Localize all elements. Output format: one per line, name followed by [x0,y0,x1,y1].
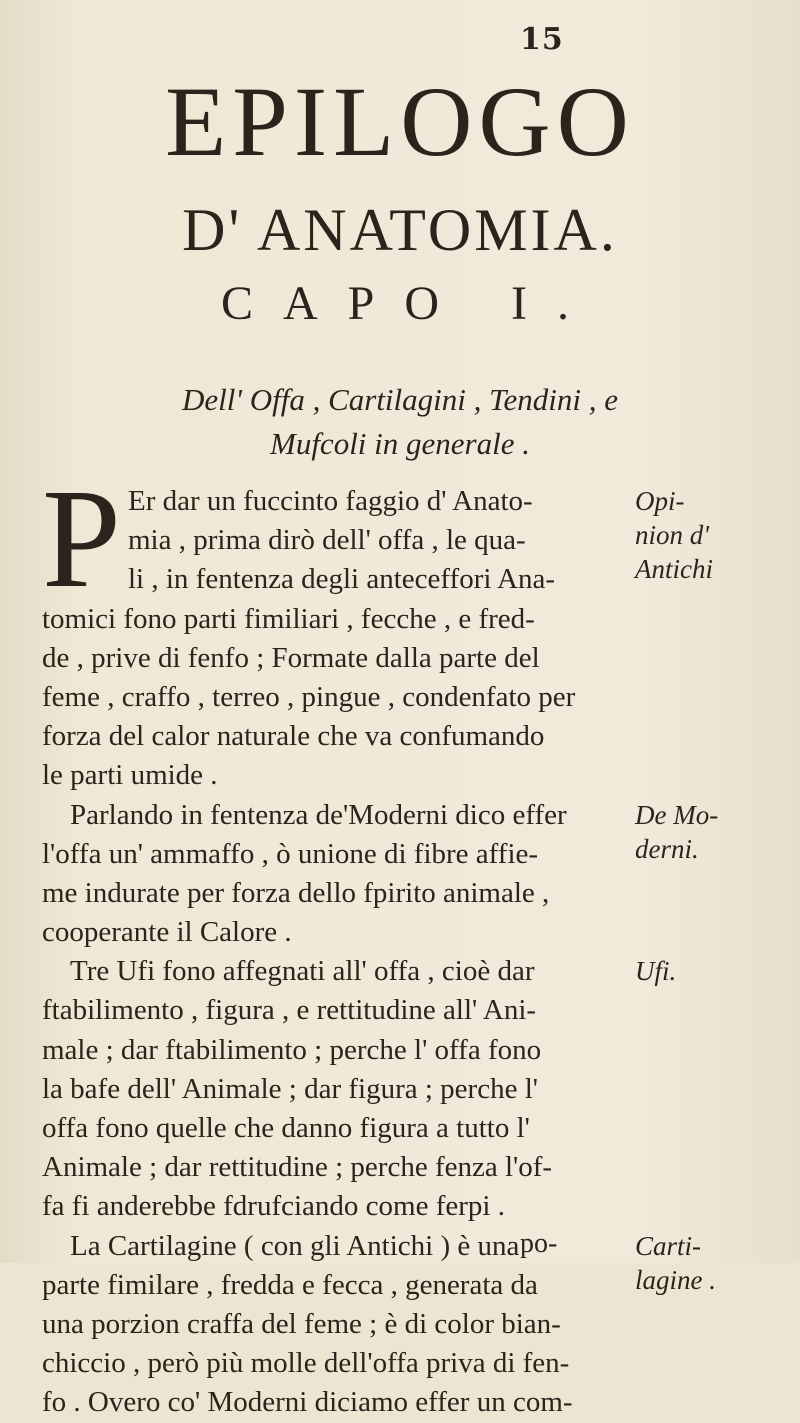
page-title: EPILOGO [165,66,635,177]
margin-note-opinion-antichi [635,484,795,586]
text-line: Er dar un fuccinto faggio d' Anato- [128,485,533,517]
text-line: parte fimilare , fredda e fecca , generata da [42,1268,538,1301]
page-subtitle: D' ANATOMIA. [182,197,618,263]
text-line: tomici fono parti fimiliari , fecche , e fred- [42,602,535,635]
margin-note-line: De Mo- [635,799,719,830]
drop-cap: P [42,459,121,617]
section-heading-line: Mufcoli in generale . [270,426,530,461]
text-line: La Cartilagine ( con gli Antichi ) è una [70,1229,520,1262]
text-line: le parti umide . [42,759,218,792]
margin-note-line: Carti- [635,1230,702,1261]
margin-note-line: lagine . [635,1264,716,1295]
margin-note-line: Ufi. [635,956,677,987]
text-line: forza del calor naturale che va confumando [42,720,545,753]
page-number: 15 [520,22,564,57]
margin-note-line: nion d' [635,520,710,550]
text-line: ftabilimento , figura , e rettitudine all' Ani- [42,994,537,1027]
margin-note-line: Antichi [635,554,713,584]
text-line: me indurate per forza dello fpirito animale , [42,876,550,909]
catchword: po- [520,1228,558,1259]
text-line: de , prive di fenfo ; Formate dalla parte del [42,641,540,674]
margin-note-line: derni. [635,833,699,864]
margin-note-de-moderni [635,798,795,866]
text-line: cooperante il Calore . [42,916,292,949]
text-line: fa fi anderebbe fdrufciando come ferpi . [42,1190,505,1223]
text-line: l'offa un' ammaffo , ò unione di fibre affie- [42,837,539,870]
text-line: una porzion craffa del feme ; è di color bian- [42,1307,561,1340]
text-line: la bafe dell' Animale ; dar figura ; perche l' [42,1072,538,1105]
body-text [42,482,612,1423]
text-line: fo . Overo co' Moderni diciamo effer un com- [42,1386,573,1419]
section-heading-line: Dell' Offa , Cartilagini , Tendini , e [181,382,619,417]
text-line: feme , craffo , terreo , pingue , condenfato per [42,680,576,713]
text-line: male ; dar ftabilimento ; perche l' offa fono [42,1033,542,1066]
text-line: li , in fentenza degli anteceffori Ana- [128,563,556,596]
text-line: chiccio , però più molle dell'offa priva di fen- [42,1347,570,1380]
text-line: mia , prima dirò dell' offa , le qua- [128,524,526,557]
text-line: Tre Ufi fono affegnati all' offa , cioè dar [70,955,535,988]
text-line: Animale ; dar rettitudine ; perche fenza l'of- [42,1151,553,1184]
text-line: offa fono quelle che danno figura a tutto l' [42,1112,530,1144]
margin-note-line: Opi- [635,486,685,516]
section-heading [0,378,800,466]
text-line: Parlando in fentenza de'Moderni dico effer [70,798,567,831]
chapter-heading: CAPO I. [220,277,600,330]
margin-note-usi [635,954,795,988]
